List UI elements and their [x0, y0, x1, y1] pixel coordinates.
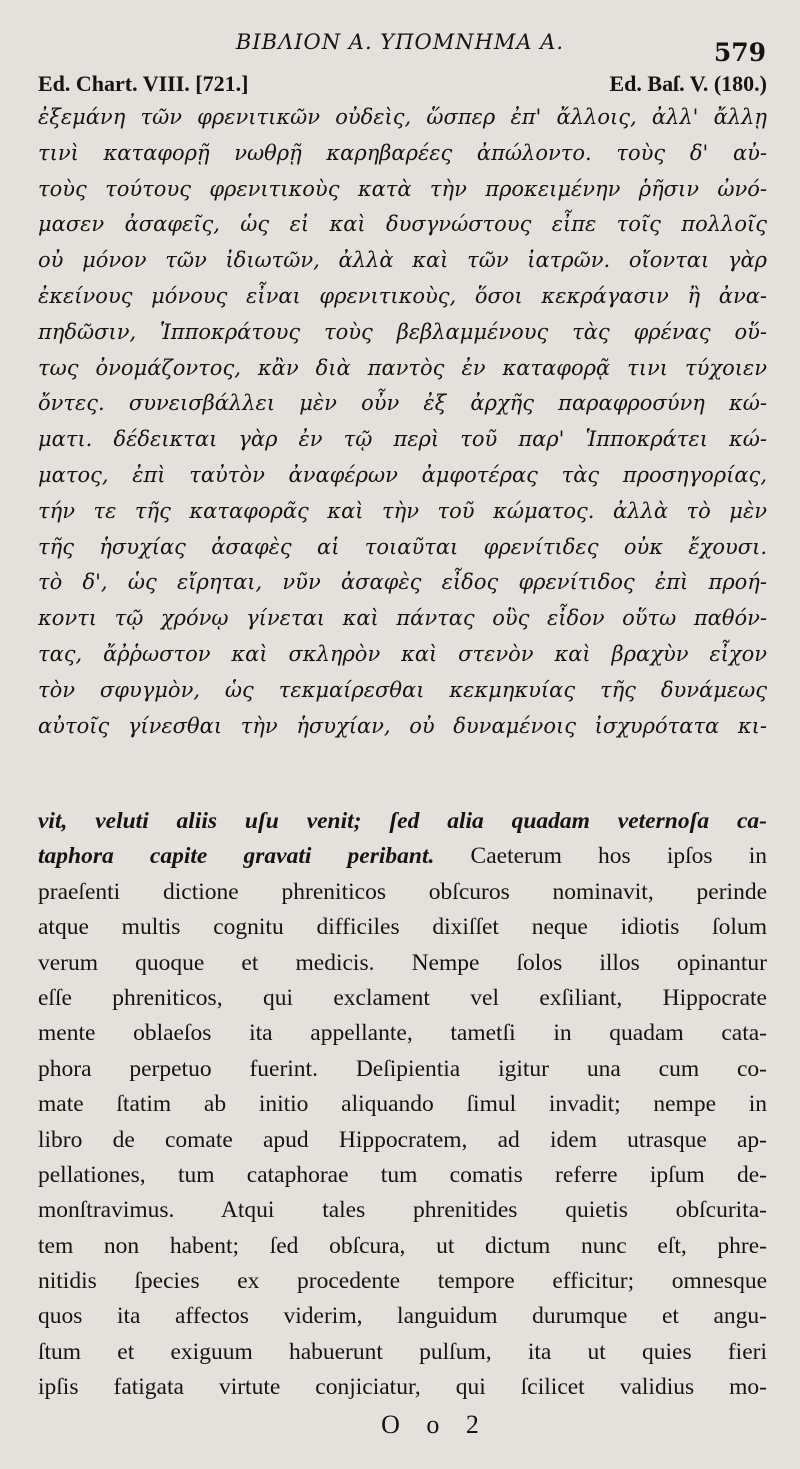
- latin-roman-segment: phora perpetuo fuerint. Deſipientia igitur una cum co-: [38, 1055, 767, 1082]
- greek-text-line: τὸν σφυγμὸν, ὡς τεκμαίρεσθαι κεκμηκυίας τῆς δυνάμεως: [38, 677, 767, 702]
- latin-roman-segment: verum quoque et medicis. Nempe ſolos illos opinantur: [38, 949, 767, 976]
- latin-roman-segment: monſtravimus. Atqui tales phrenitides quietis obſcurita-: [38, 1197, 767, 1224]
- latin-roman-segment: tem non habent; ſed obſcura, ut dictum nunc eſt, phre-: [38, 1232, 767, 1259]
- latin-text-line: [38, 875, 767, 910]
- latin-text-line: [38, 1229, 767, 1264]
- page-number: 579: [713, 38, 766, 67]
- latin-roman-segment: praeſenti dictione phreniticos obſcuros nominavit, perinde: [38, 878, 767, 905]
- latin-text-line: [38, 1335, 767, 1370]
- latin-italic-segment: taphora capite gravati peribant.: [38, 843, 435, 870]
- greek-text-line: τοὺς τούτους φρενιτικοὺς κατὰ τὴν προκειμένην ῥῆσιν ὠνό-: [38, 176, 767, 201]
- latin-text-line: [38, 1193, 767, 1228]
- greek-text-line: ὄντες. συνεισβάλλει μὲν οὖν ἐξ ἀρχῆς παραφροσύνη κώ-: [38, 391, 767, 416]
- latin-text-line: [38, 1370, 767, 1405]
- latin-text-line: [38, 946, 767, 981]
- edition-reference-right: Ed. Baſ. V. (180.): [609, 71, 767, 96]
- signature-mark: [0, 1410, 800, 1440]
- latin-roman-segment: quos ita affectos viderim, languidum durumque et angu-: [38, 1303, 767, 1330]
- greek-text-line: τας, ἄῤῥωστον καὶ σκληρὸν καὶ στενὸν καὶ βραχὺν εἶχον: [38, 641, 767, 666]
- latin-text-line: [38, 1087, 767, 1122]
- latin-text-line: [38, 1158, 767, 1193]
- latin-italic-segment: vit, veluti aliis uſu venit; ſed alia quadam veternoſa ca-: [38, 808, 767, 834]
- greek-text-line: κοντι τῷ χρόνῳ γίνεται καὶ πάντας οὓς εἶδον οὕτω παθόν-: [38, 606, 767, 631]
- greek-text-line: τως ὀνομάζοντος, κἂν διὰ παντὸς ἐν καταφορᾷ τινι τύχοιεν: [38, 355, 767, 380]
- edition-references: [38, 71, 767, 97]
- greek-text-line: ἐκείνους μόνους εἶναι φρενιτικοὺς, ὅσοι κεκράγασιν ἢ ἀνα-: [38, 283, 767, 308]
- latin-roman-segment: pellationes, tum cataphorae tum comatis referre ipſum de-: [38, 1161, 767, 1188]
- latin-text-line: [38, 1264, 767, 1299]
- greek-text-line: τινὶ καταφορῇ νωθρῇ καρηβαρέες ἀπώλοντο. τοὺς δ' αὐ-: [38, 140, 767, 165]
- latin-translation-block: [38, 804, 767, 1406]
- latin-roman-segment: ſtum et exiguum habuerunt pulſum, ita ut quies fieri: [38, 1338, 767, 1365]
- greek-text-line: ἐξεμάνη τῶν φρενιτικῶν οὐδεὶς, ὥσπερ ἐπ' ἄλλοις, ἀλλ' ἄλλῃ: [38, 105, 767, 129]
- latin-text-line: [38, 1299, 767, 1334]
- greek-text-line: τὸ δ', ὡς εἴρηται, νῦν ἀσαφὲς εἶδος φρενίτιδος ἐπὶ προή-: [38, 570, 767, 595]
- latin-roman-segment: ipſis fatigata virtute conjiciatur, qui ſcilicet validius mo-: [38, 1374, 767, 1401]
- latin-text-line: [38, 1123, 767, 1158]
- latin-text-line: [38, 1016, 767, 1051]
- latin-roman-segment: eſſe phreniticos, qui exclament vel exſiliant, Hippocrate: [38, 984, 767, 1011]
- latin-roman-segment: mate ſtatim ab initio aliquando ſimul invadit; nempe in: [38, 1091, 767, 1118]
- greek-text-line: οὐ μόνον τῶν ἰδιωτῶν, ἀλλὰ καὶ τῶν ἰατρῶν. οἴονται γὰρ: [38, 248, 767, 273]
- latin-roman-segment: nitidis ſpecies ex procedente tempore efficitur; omnesque: [38, 1268, 767, 1295]
- greek-text-line: αὐτοῖς γίνεσθαι τὴν ἡσυχίαν, οὐ δυναμένοις ἰσχυρότατα κι-: [38, 713, 767, 738]
- running-title: ΒΙΒΛΙΟΝ Α. ΥΠΟΜΝΗΜΑ Α.: [235, 30, 565, 54]
- latin-roman-segment: atque multis cognitu difficiles dixiſſet neque idiotis ſolum: [38, 914, 767, 941]
- greek-text-block: [38, 100, 767, 744]
- latin-roman-segment: mente oblaeſos ita appellante, tametſi in quadam cata-: [38, 1020, 767, 1047]
- edition-reference-left: Ed. Chart. VIII. [721.]: [38, 71, 249, 96]
- signature-text: O o 2: [381, 1410, 489, 1439]
- latin-text-line: [38, 1052, 767, 1087]
- greek-text-line: τήν τε τῆς καταφορᾶς καὶ τὴν τοῦ κώματος. ἀλλὰ τὸ μὲν: [38, 498, 767, 523]
- latin-text-line: [38, 981, 767, 1016]
- greek-text-line: ματι. δέδεικται γὰρ ἐν τῷ περὶ τοῦ παρ' Ἱπποκράτει κώ-: [38, 427, 767, 452]
- greek-text-line: μασεν ἀσαφεῖς, ὡς εἰ καὶ δυσγνώστους εἶπε τοῖς πολλοῖς: [38, 212, 767, 237]
- greek-text-line: πηδῶσιν, Ἱπποκράτους τοὺς βεβλαμμένους τὰς φρένας οὕ-: [38, 319, 767, 344]
- greek-text-line: ματος, ἐπὶ ταὐτὸν ἀναφέρων ἀμφοτέρας τὰς προσηγορίας,: [38, 462, 767, 487]
- latin-text-line: [38, 804, 767, 839]
- latin-roman-segment: libro de comate apud Hippocratem, ad idem utrasque ap-: [38, 1126, 767, 1153]
- latin-text-line: [38, 910, 767, 945]
- greek-text-line: τῆς ἡσυχίας ἀσαφὲς αἱ τοιαῦται φρενίτιδες οὐκ ἔχουσι.: [38, 534, 767, 559]
- latin-roman-segment: Caeterum hos ipſos in: [434, 843, 767, 870]
- latin-text-line: [38, 839, 767, 874]
